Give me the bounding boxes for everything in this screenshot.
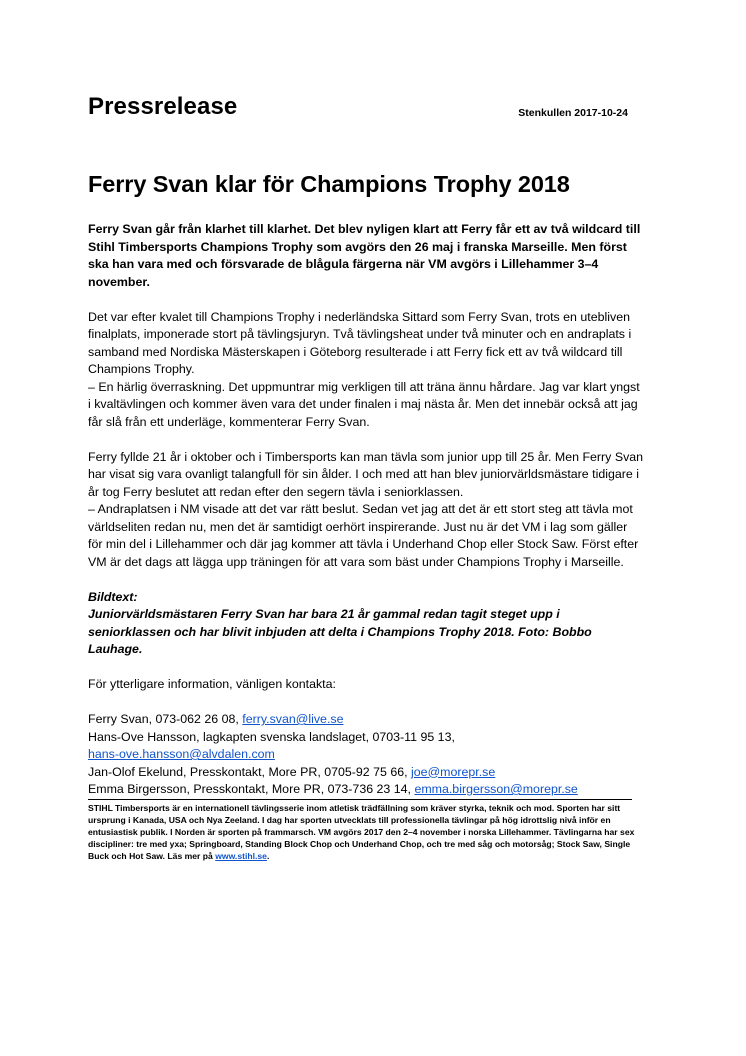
contact-text: Emma Birgersson, Presskontakt, More PR, 073-736 23 14, [88, 782, 415, 796]
place-date: Stenkullen 2017-10-24 [518, 107, 628, 119]
footer-note [88, 802, 638, 862]
lead-paragraph: Ferry Svan går från klarhet till klarhet. Det blev nyligen klart att Ferry får ett av två wildcard till Stihl Timbersports Champions Trophy som avgörs den 26 maj i franska Marseille. Men först ska han vara med och försvarade de blågula färgerna när VM avgörs i Lillehammer 3–4 november. [88, 222, 641, 289]
image-caption [88, 589, 644, 659]
footer-divider [88, 799, 632, 800]
email-link[interactable]: ferry.svan@live.se [242, 712, 344, 726]
caption-text: Juniorvärldsmästaren Ferry Svan har bara 21 år gammal redan tagit steget upp i seniorklassen och har blivit inbjuden att delta i Champions Trophy 2018. Foto: Bobbo Lauhage. [88, 607, 592, 656]
contact-text: Hans-Ove Hansson, lagkapten svenska landslaget, 0703-11 95 13, [88, 729, 455, 744]
email-link[interactable]: hans-ove.hansson@alvdalen.com [88, 747, 275, 761]
footer-end: . [266, 850, 270, 861]
body-paragraph [88, 309, 644, 432]
contact-line [88, 711, 644, 729]
website-link[interactable]: www.stihl.se [215, 850, 267, 861]
contact-text: Ferry Svan, 073-062 26 08, [88, 712, 243, 726]
email-link[interactable]: joe@morepr.se [411, 764, 496, 779]
email-link[interactable]: emma.birgersson@morepr.se [414, 782, 578, 796]
contact-intro: För ytterligare information, vänligen kontakta: [88, 677, 336, 691]
contact-list [88, 711, 644, 799]
document-title: Pressrelease [88, 93, 238, 120]
quote-text: – En härlig överraskning. Det uppmuntrar mig verkligen till att träna ännu hårdare. Jag var klart yngst i kvaltävlingen och kommer även vara det under finalen i maj nästa år. Men det innebär också att jag får slå från ett underläge, kommenterar Ferry Svan. [88, 379, 640, 429]
body-paragraph [88, 449, 644, 572]
headline: Ferry Svan klar för Champions Trophy 2018 [88, 171, 570, 197]
paragraph-text: Ferry fyllde 21 år i oktober och i Timbersports kan man tävla som junior upp till 25 år. Men Ferry Svan har visat sig vara ovanligt talangfull för sin ålder. I och med att han blev juniorvärldsmästare tidigare i år tog Ferry beslutet att redan efter den segern tävla i seniorklassen. [88, 449, 644, 499]
contact-line [88, 729, 644, 764]
paragraph-text: Det var efter kvalet till Champions Trophy i nederländska Sittard som Ferry Svan, trots en utebliven finalplats, imponerade stort på tävlingsjuryn. Två tävlingsheat under två minuter och en andraplats i samband med Nordiska Mästerskapen i Göteborg resulterade i att Ferry fick ett av två wildcard till Champions Trophy. [88, 309, 632, 376]
header [88, 93, 628, 127]
quote-text: – Andraplatsen i NM visade att det var rätt beslut. Sedan vet jag att det är ett stort steg att tävla mot världseliten redan nu, men det är samtidigt oerhört inspirerande. Just nu är det VM i lag som gäller för min del i Lillehammer och där jag kommer att tävla i Underhand Chop eller Stock Saw. Först efter VM är det dags att lägga upp träningen för att vara som bäst under Champions Trophy i Marseille. [88, 502, 639, 569]
caption-label: Bildtext: [88, 589, 138, 604]
contact-line [88, 764, 644, 782]
contact-line [88, 781, 644, 799]
article-body [88, 221, 644, 862]
footer-text: STIHL Timbersports är en internationell tävlingsserie inom atletisk trädfällning som kräver styrka, teknik och mod. Sporten har sitt ursprung i Kanada, USA och Nya Zeeland. I dag har sporten utvecklats till professionella tävlingar på hög idrottslig nivå inför en entusiastisk publik. I Norden är sporten på frammarsch. VM avgörs 2017 den 2–4 november i norska Lillehammer. Tävlingarna har sex discipliner: tre med yxa; Springboard, Standing Block Chop och Underhand Chop, och tre med såg och motorsåg; Stock Saw, Single Buck och Hot Saw. Läs mer på [88, 802, 635, 861]
contact-text: Jan-Olof Ekelund, Presskontakt, More PR, 0705-92 75 66, [88, 764, 412, 779]
